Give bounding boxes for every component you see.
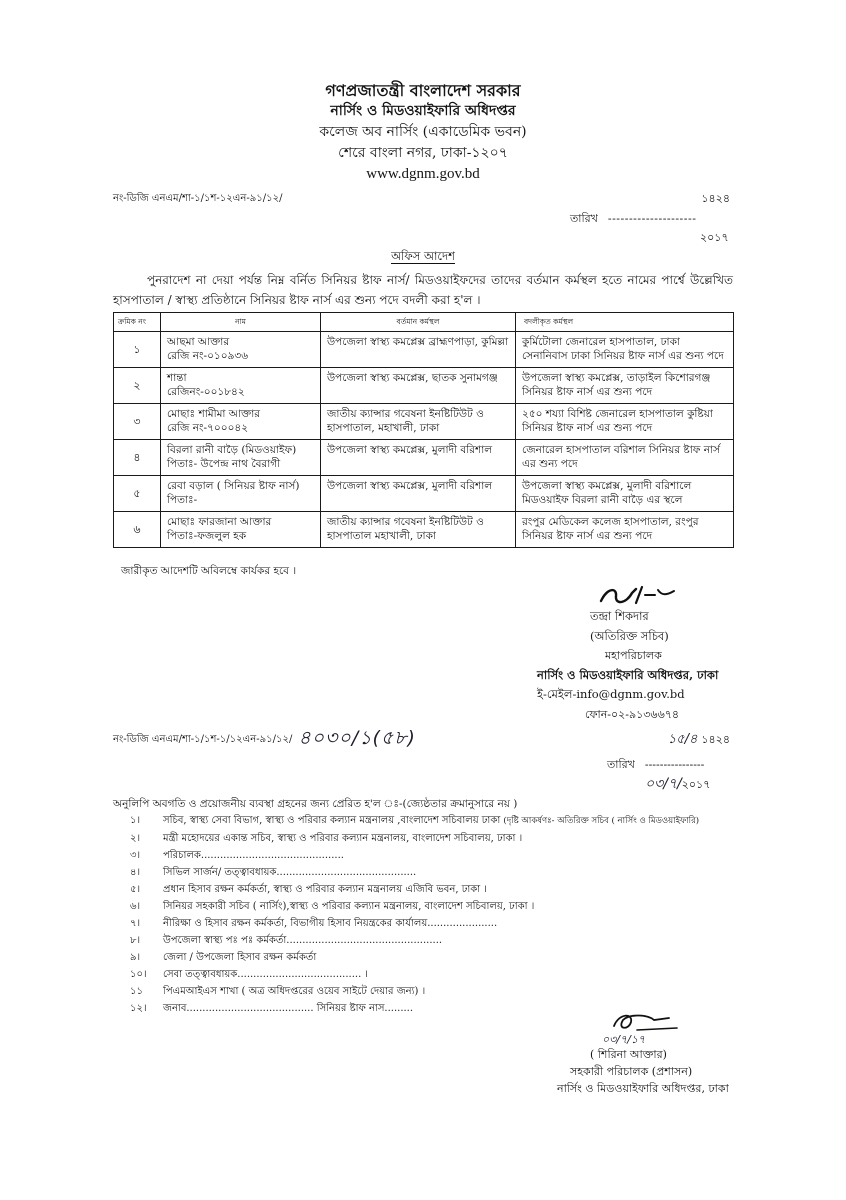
- copy-memo-bangla-date: [668, 730, 733, 751]
- list-item-text: পরিচালক.............................................: [163, 850, 344, 861]
- nurse-detail: রেজি নং-০১০৯৩৬: [167, 350, 249, 362]
- serial-cell: ৫: [114, 476, 161, 512]
- table-row: [114, 404, 734, 440]
- list-item-text: সিভিল সার্জন/ তত্ত্বাবধায়ক............................................: [163, 867, 417, 878]
- list-item-number: ৯।: [130, 952, 141, 963]
- transferred-workplace-cell: কুর্মিটোলা জেনারেল হাসপাতাল, ঢাকা সেনানিবাস ঢাকা সিনিয়র ষ্টাফ নার্স এর শুন্য পদে: [516, 332, 734, 368]
- letterhead: [113, 80, 733, 185]
- list-item-text: প্রধান হিসাব রক্ষন কর্মকর্তা, স্বাস্থ্য ও পরিবার কল্যান মন্ত্রনালয় এজিবি ভবন, ঢাকা ।: [163, 884, 487, 895]
- nurse-name: মোছাঃ ফারজানা আক্তার: [167, 516, 272, 528]
- memo-ref-row: [113, 191, 733, 206]
- nurse-detail: পিতাঃ-ফজলুল হক: [167, 530, 247, 542]
- list-item: [113, 966, 733, 983]
- list-item: [113, 983, 733, 1000]
- memo-ref-number: নং-ডিজি এনএম/শা-১/১শ-১২এন-৯১/১২/: [113, 193, 283, 204]
- serial-cell: ৩: [114, 404, 161, 440]
- list-item-text: নীরিক্ষা ও হিসাব রক্ষন কর্মকর্তা, বিভাগীয় হিসাব নিয়ন্ত্রকের কার্যালয়......................: [163, 918, 498, 929]
- table-header-row: [114, 313, 734, 332]
- signatory-phone: ফোন-০২-৯১৩৬৬৭৪: [585, 707, 680, 721]
- memo-bangla-year: ১৪২৪: [701, 192, 730, 205]
- copy-memo-ref-handwritten: ৪০৩০/১(৫৮): [298, 727, 416, 749]
- copy-memo-ref-left: [113, 724, 416, 756]
- current-workplace-cell: উপজেলা স্বাস্থ্য কমপ্লেক্স, মুলাদী বরিশাল: [321, 440, 516, 476]
- list-item-note: (দৃষ্টি আকর্ষণঃ- অতিরিক্ত সচিব ( নার্সিং ও মিডওয়াইফারি): [503, 816, 700, 826]
- signature-mark: [595, 583, 681, 607]
- name-cell: [161, 332, 321, 368]
- list-item: [113, 949, 733, 966]
- signatory-block: [537, 583, 733, 724]
- transferred-workplace-cell: রংপুর মেডিকেল কলেজ হাসপাতাল, রংপুর সিনিয়র ষ্টাফ নার্স এর শুন্য পদে: [516, 512, 734, 548]
- copy-memo-date: [113, 774, 733, 795]
- list-item-number: ৫।: [130, 884, 141, 895]
- transferred-workplace-cell: উপজেলা স্বাস্থ্য কমপ্লেক্স, মুলাদী বরিশালে মিডওয়াইফ বিরলা রানী বাড়ৈ এর স্থলে: [516, 476, 734, 512]
- transferred-workplace-cell: উপজেলা স্বাস্থ্য কমপ্লেক্স, তাড়াইল কিশোরগঞ্জ সিনিয়র ষ্টাফ নার্স এর শুন্য পদে: [516, 368, 734, 404]
- transferred-workplace-cell: ২৫০ শয্যা বিশিষ্ট জেনারেল হাসপাতাল কুষ্টিয়া সিনিয়র ষ্টাফ নার্স এর শুন্য পদে: [516, 404, 734, 440]
- distribution-intro: অনুলিপি অবগতি ও প্রয়োজনীয় ব্যবস্থা গ্রহনের জন্য প্রেরিত হ'ল ঃ-(জ্যেষ্ঠতার ক্রমানুসারে নয় ): [113, 798, 518, 810]
- list-item-text: জনাব........................................ সিনিয়র ষ্টাফ নাস.........: [163, 1003, 414, 1014]
- serial-cell: ১: [114, 332, 161, 368]
- signatory-office: নার্সিং ও মিডওয়াইফারি অধিদপ্তর, ঢাকা: [537, 667, 719, 682]
- column-header-current-workplace: বর্তমান কর্মস্থল: [321, 313, 516, 332]
- column-header-name: নাম: [161, 313, 321, 332]
- nurse-name: রেবা বড়াল ( সিনিয়র ষ্টাফ নার্স): [167, 480, 300, 492]
- current-workplace-cell: উপজেলা স্বাস্থ্য কমপ্লেক্স, মুলাদী বরিশাল: [321, 476, 516, 512]
- memo-date-row: [113, 211, 733, 226]
- list-item-text: উপজেলা স্বাস্থ্য পঃ পঃ কর্মকর্তা.................................................: [163, 935, 443, 946]
- copy-memo-year: ২০১৭: [681, 778, 711, 791]
- list-item-number: ১১: [130, 986, 143, 997]
- list-item-number: ১।: [130, 815, 141, 826]
- list-item-text: সচিব, স্বাস্থ্য সেবা বিভাগ, স্বাস্থ্য ও পরিবার কল্যান মন্ত্রনালয় ,বাংলাদেশ সচিবালয় ঢাকা: [163, 815, 501, 826]
- current-workplace-cell: জাতীয় ক্যান্সার গবেষনা ইনষ্টিটিউট ও হাসপাতাল, মহাখালী, ঢাকা: [321, 404, 516, 440]
- table-row: [114, 332, 734, 368]
- signatory-rank: (অতিরিক্ত সচিব): [590, 628, 669, 643]
- nurse-name: মোছাঃ শামীমা আক্তার: [167, 408, 261, 420]
- website: www.dgnm.gov.bd: [366, 166, 480, 182]
- list-item-text: জেলা / উপজেলা হিসাব রক্ষন কর্মকর্তা: [163, 952, 317, 963]
- directorate-name: নার্সিং ও মিডওয়াইফারি অধিদপ্তর: [330, 103, 516, 119]
- serial-cell: ৪: [114, 440, 161, 476]
- table-row: [114, 440, 734, 476]
- list-item-number: ৪।: [130, 867, 141, 878]
- copy-memo-ref-row: [113, 724, 733, 756]
- list-item-text: পিএমআইএস শাখা ( অত্র অধিদপ্তরের ওয়েব সাইটে দেয়ার জন্য) ।: [163, 986, 426, 997]
- list-item: [113, 830, 733, 847]
- name-cell: [161, 368, 321, 404]
- document-body: [113, 80, 733, 1097]
- current-workplace-cell: জাতীয় ক্যান্সার গবেষনা ইনষ্টিটিউট ও হাসপাতাল মহাখালী, ঢাকা: [321, 512, 516, 548]
- current-workplace-cell: উপজেলা স্বাস্থ্য কমপ্লেক্স ব্রাহ্মণপাড়া, কুমিল্লা: [321, 332, 516, 368]
- transferred-workplace-cell: জেনারেল হাসপাতাল বরিশাল সিনিয়র ষ্টাফ নার্স এর শুন্য পদে: [516, 440, 734, 476]
- name-cell: [161, 476, 321, 512]
- office-address: শেরে বাংলা নগর, ঢাকা-১২০৭: [338, 145, 508, 161]
- copy-memo-date-row: [113, 756, 733, 774]
- order-body: পুনরাদেশ না দেয়া পর্যন্ত নিম্ন বর্নিত সিনিয়র ষ্টাফ নার্স/ মিডওয়াইফদের তাদের বর্তমান কর্মস্থল হতে নামের পার্শ্বে উল্লেখিত হাসপাতাল / স্বাস্থ্য প্রতিষ্ঠানে সিনিয়র ষ্টাফ নার্স এর শুন্য পদে বদলী করা হ'ল ।: [113, 273, 733, 307]
- nurse-detail: রেজিনং-০০১৮৪২: [167, 386, 245, 398]
- copy-signatory-post: সহকারী পরিচালক (প্রশাসন): [570, 1065, 693, 1078]
- list-item: [113, 847, 733, 864]
- list-item-number: ৬।: [130, 901, 141, 912]
- list-item: [113, 932, 733, 949]
- name-cell: [161, 404, 321, 440]
- copy-memo-date-blank: ----------------: [644, 758, 705, 771]
- distribution-list: [113, 812, 733, 1017]
- column-header-serial: ক্রমিক নং: [114, 313, 161, 332]
- list-item: [113, 812, 733, 830]
- table-body: [114, 332, 734, 548]
- nurse-name: আছমা আক্তার: [167, 336, 230, 348]
- serial-cell: ৬: [114, 512, 161, 548]
- serial-cell: ২: [114, 368, 161, 404]
- list-item-text: সেবা তত্ত্বাবধায়ক....................................... ।: [163, 969, 369, 980]
- memo-year: ২০১৭: [700, 231, 729, 244]
- list-item: [113, 864, 733, 881]
- copy-signatory-block: [557, 1011, 733, 1097]
- name-cell: [161, 512, 321, 548]
- list-item-number: ৭।: [130, 918, 141, 929]
- table-row: [114, 368, 734, 404]
- list-item: [113, 881, 733, 898]
- column-header-transferred-workplace: বদলীকৃত কর্মস্থল: [516, 313, 734, 332]
- nurse-name: বিরলা রানী বাড়ৈ (মিডওয়াইফ): [167, 444, 297, 456]
- list-item-number: ১০।: [130, 969, 147, 980]
- college-name: কলেজ অব নার্সিং (একাডেমিক ভবন): [319, 124, 527, 140]
- list-item-number: ৮।: [130, 935, 141, 946]
- nurse-detail: পিতাঃ-: [167, 494, 198, 506]
- copy-signatory-office: নার্সিং ও মিডওয়াইফারি অধিদপ্তর, ঢাকা: [557, 1082, 729, 1095]
- memo-date-blank: ---------------------: [607, 212, 697, 225]
- copy-signatory-name: ( শিরিনা আক্তার): [590, 1048, 667, 1061]
- table-row: [114, 512, 734, 548]
- signatory-post: মহাপরিচালক: [605, 649, 662, 662]
- list-item-number: ১২।: [130, 1003, 147, 1014]
- table-head: [114, 313, 734, 332]
- signatory-email: ই-মেইল-info@dgnm.gov.bd: [537, 687, 685, 701]
- nurse-detail: রেজি নং-৭০০০৪২: [167, 422, 249, 434]
- list-item: [113, 915, 733, 932]
- copy-memo-bangla-year: ১৪২৪: [701, 732, 730, 746]
- copy-memo-ref-number: নং-ডিজি এনএম/শা-১/১শ-১/১২এন-৯১/১২/: [113, 733, 293, 745]
- list-item-text: মন্ত্রী মহোদয়ের একান্ত সচিব, স্বাস্থ্য ও পরিবার কল্যান মন্ত্রনালয়, বাংলাদেশ সচিবালয়, ঢাকা ।: [163, 833, 523, 844]
- effective-note: জারীকৃত আদেশটি অবিলম্বে কার্যকর হবে ।: [121, 565, 297, 577]
- memo-date-label: তারিখ: [570, 212, 598, 225]
- copy-memo-date-handwritten: ০৩/৭/: [645, 776, 682, 792]
- list-item-text: সিনিয়র সহকারী সচিব ( নার্সিং),স্বাস্থ্য ও পরিবার কল্যান মন্ত্রনালয়, বাংলাদেশ সচিবালয়, ঢাকা ।: [163, 901, 535, 912]
- copy-memo-bangla-date-handwritten: ১৫/৪: [667, 731, 698, 747]
- order-title: অফিস আদেশ: [391, 249, 455, 263]
- copy-memo-date-label: তারিখ: [607, 758, 635, 771]
- table-row: [114, 476, 734, 512]
- list-item-number: ৩।: [130, 850, 141, 861]
- nurse-detail: পিতাঃ- উপেন্দ্র নাথ বৈরাগী: [167, 458, 281, 470]
- name-cell: [161, 440, 321, 476]
- list-item: [113, 898, 733, 915]
- copy-signature-date: ০৩/৭/১৭: [602, 1033, 646, 1046]
- nurse-name: শান্তা: [167, 372, 187, 384]
- transfer-table: [113, 312, 734, 548]
- current-workplace-cell: উপজেলা স্বাস্থ্য কমপ্লেক্স, ছাতক সুনামগঞ্জ: [321, 368, 516, 404]
- copy-signature-mark: [609, 1011, 683, 1033]
- signatory-name: তন্দ্রা শিকদার: [590, 609, 649, 623]
- list-item-number: ২।: [130, 833, 141, 844]
- government-name: গণপ্রজাতন্ত্রী বাংলাদেশ সরকার: [325, 81, 521, 100]
- order-title-wrap: [113, 248, 733, 264]
